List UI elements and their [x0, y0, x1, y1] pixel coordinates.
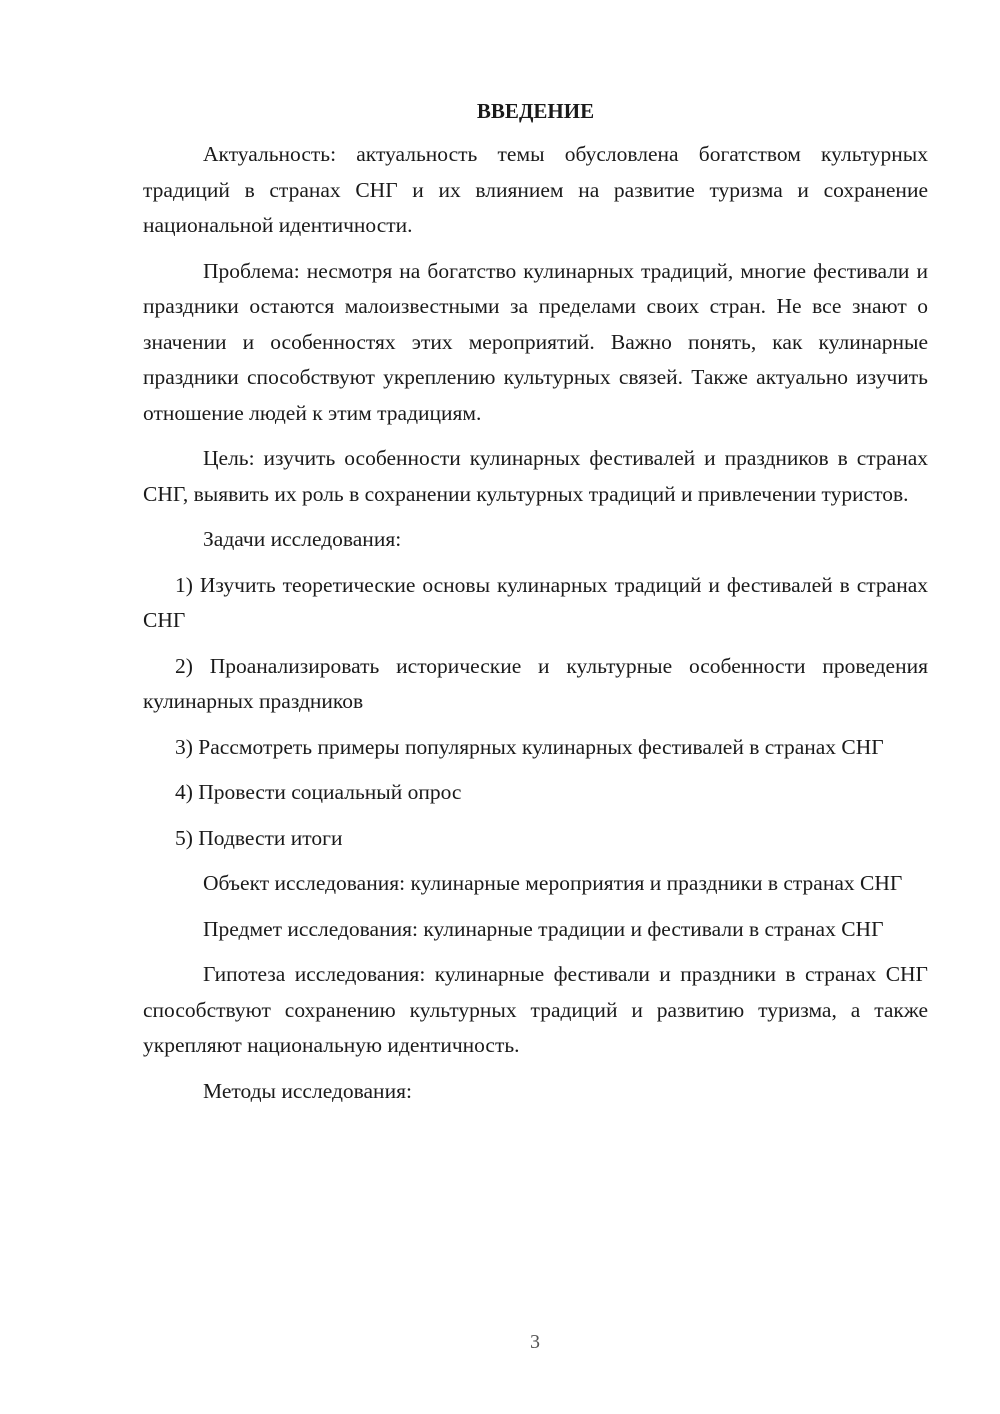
task-item-1: 1) Изучить теоретические основы кулинарных традиций и фестивалей в странах СНГ: [143, 572, 928, 632]
section-heading: ВВЕДЕНИЕ: [476, 99, 595, 123]
problem-paragraph: Проблема: несмотря на богатство кулинарных традиций, многие фестивали и праздники остаются малоизвестными за пределами своих стран. Не все знают о значении и особенностях этих мероприятий. Важно понять, как кулинарные праздники способствуют укреплению культурных связей. Также актуально изучить отношение людей к этим традициям.: [143, 258, 928, 425]
object-paragraph: Объект исследования: кулинарные мероприятия и праздники в странах СНГ: [203, 871, 903, 895]
subject-paragraph: Предмет исследования: кулинарные традиции и фестивали в странах СНГ: [203, 916, 884, 941]
task-item-4: 4) Провести социальный опрос: [175, 780, 462, 804]
hypothesis-paragraph: Гипотеза исследования: кулинарные фестивали и праздники в странах СНГ способствуют сохранению культурных традиций и развитию туризма, а также укрепляют национальную идентичность.: [143, 962, 928, 1057]
methods-heading: Методы исследования:: [203, 1078, 412, 1103]
tasks-heading: Задачи исследования:: [203, 527, 402, 551]
task-item-5: 5) Подвести итоги: [175, 825, 343, 850]
task-item-3: 3) Рассмотреть примеры популярных кулинарных фестивалей в странах СНГ: [175, 734, 884, 759]
document-page: [143, 95, 928, 1119]
page-number: 3: [530, 1331, 540, 1353]
goal-paragraph: Цель: изучить особенности кулинарных фестивалей и праздников в странах СНГ, выявить их роль в сохранении культурных традиций и привлечении туристов.: [143, 446, 928, 506]
relevance-paragraph: Актуальность: актуальность темы обусловлена богатством культурных традиций в странах СНГ и их влиянием на развитие туризма и сохранение национальной идентичности.: [143, 142, 928, 237]
task-item-2: 2) Проанализировать исторические и культурные особенности проведения кулинарных праздников: [143, 653, 928, 713]
